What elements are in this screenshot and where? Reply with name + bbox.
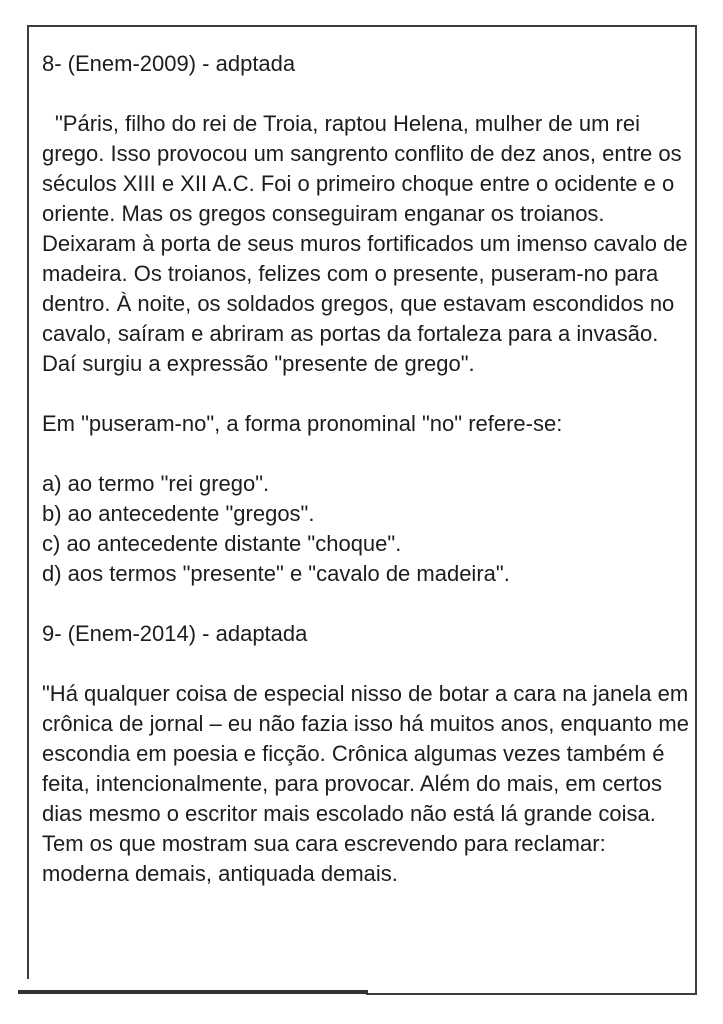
question-sheet-content	[42, 49, 697, 919]
question-box-border-top	[27, 25, 697, 27]
question-box-border-left	[27, 25, 29, 979]
question-8-passage: "Páris, filho do rei de Troia, raptou Helena, mulher de um rei grego. Isso provocou um sangrento conflito de dez anos, entre os séculos XIII e XII A.C. Foi o primeiro choque entre o ocidente e o oriente. Mas os gregos conseguiram enganar os troianos. Deixaram à porta de seus muros fortificados um imenso cavalo de madeira. Os troianos, felizes com o presente, puseram-no para dentro. À noite, os soldados gregos, que estavam escondidos no cavalo, saíram e abriram as portas da fortaleza para a invasão. Daí surgiu a expressão "presente de grego".	[42, 111, 688, 376]
question-8-option-b: b) ao antecedente "gregos".	[42, 501, 315, 526]
question-8-heading: 8- (Enem-2009) - adptada	[42, 51, 296, 76]
question-8-option-c: c) ao antecedente distante "choque".	[42, 531, 402, 556]
question-9-passage: "Há qualquer coisa de especial nisso de botar a cara na janela em crônica de jornal – eu não fazia isso há muitos anos, enquanto me escondia em poesia e ficção. Crônica algumas vezes também é feita, intencionalmente, para provocar. Além do mais, em certos dias mesmo o escritor mais escolado não está lá grande coisa. Tem os que mostram sua cara escrevendo para reclamar: moderna demais, antiquada demais.	[42, 681, 689, 886]
question-9-heading: 9- (Enem-2014) - adaptada	[42, 621, 308, 646]
question-8-option-d: d) aos termos "presente" e "cavalo de madeira".	[42, 561, 510, 586]
question-8-prompt: Em "puseram-no", a forma pronominal "no" refere-se:	[42, 411, 563, 436]
page-break-line	[18, 990, 368, 994]
question-8-options	[42, 469, 697, 589]
question-box-border-bottom	[366, 993, 697, 995]
question-8-option-a: a) ao termo "rei grego".	[42, 471, 270, 496]
